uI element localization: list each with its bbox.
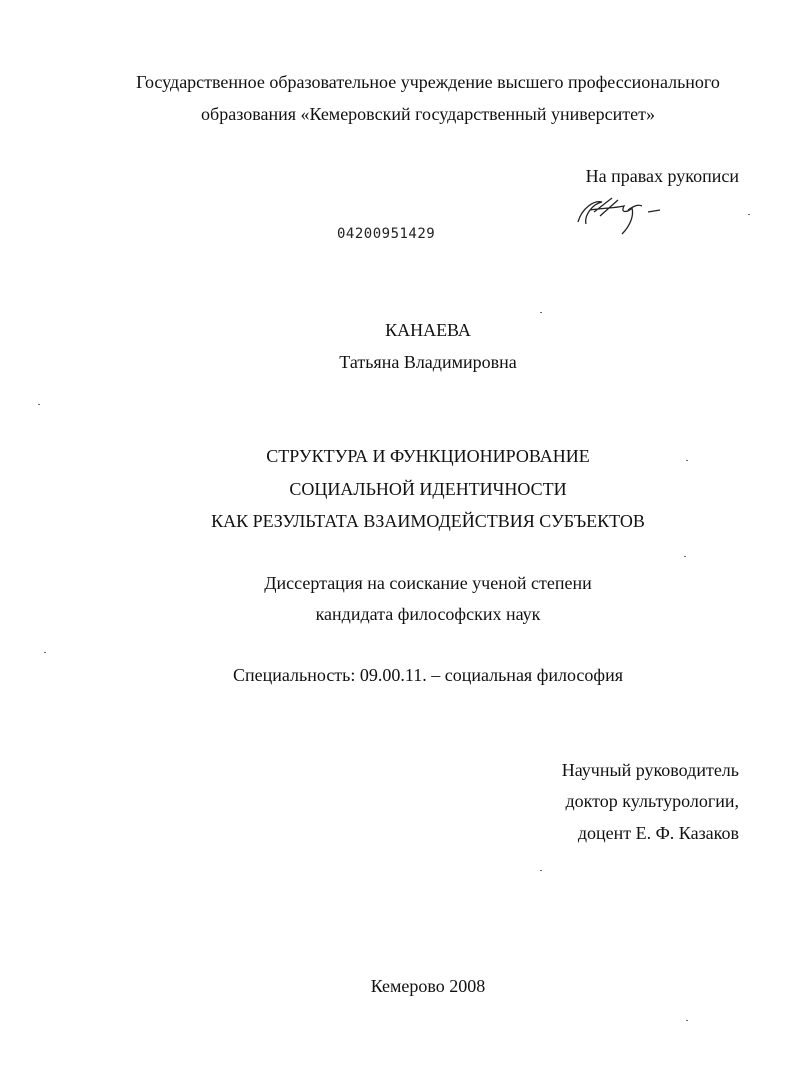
scan-speck: [540, 870, 542, 871]
registry-number: 04200951429: [337, 226, 436, 242]
institution-line-2: образования «Кемеровский государственный университет»: [201, 104, 655, 124]
supervisor-line-2: доктор культурологии,: [565, 791, 739, 811]
degree-line-2: кандидата философских наук: [315, 604, 541, 624]
degree-line-1: Диссертация на соискание ученой степени: [264, 573, 592, 593]
footer-city-year: Кемерово 2008: [370, 976, 486, 996]
title-line-3: КАК РЕЗУЛЬТАТА ВЗАИМОДЕЙСТВИЯ СУБЪЕКТОВ: [211, 511, 645, 531]
institution-line-1: Государственное образовательное учреждение высшего профессионального: [136, 72, 720, 92]
scan-speck: [686, 1020, 688, 1021]
author-surname: КАНАЕВА: [385, 320, 471, 340]
scan-speck: [44, 652, 46, 653]
scan-speck: [748, 214, 750, 215]
manuscript-note: На правах рукописи: [585, 166, 739, 186]
signature-image: [572, 190, 672, 245]
scan-speck: [38, 404, 40, 405]
scan-speck: [540, 312, 542, 313]
scan-speck: [686, 460, 688, 461]
specialty: Специальность: 09.00.11. – социальная философия: [233, 665, 623, 685]
author-name: Татьяна Владимировна: [339, 352, 517, 372]
supervisor-line-1: Научный руководитель: [561, 760, 739, 780]
supervisor-line-3: доцент Е. Ф. Казаков: [577, 823, 739, 843]
title-line-1: СТРУКТУРА И ФУНКЦИОНИРОВАНИЕ: [266, 446, 590, 466]
title-line-2: СОЦИАЛЬНОЙ ИДЕНТИЧНОСТИ: [289, 479, 567, 499]
scan-speck: [684, 556, 686, 557]
